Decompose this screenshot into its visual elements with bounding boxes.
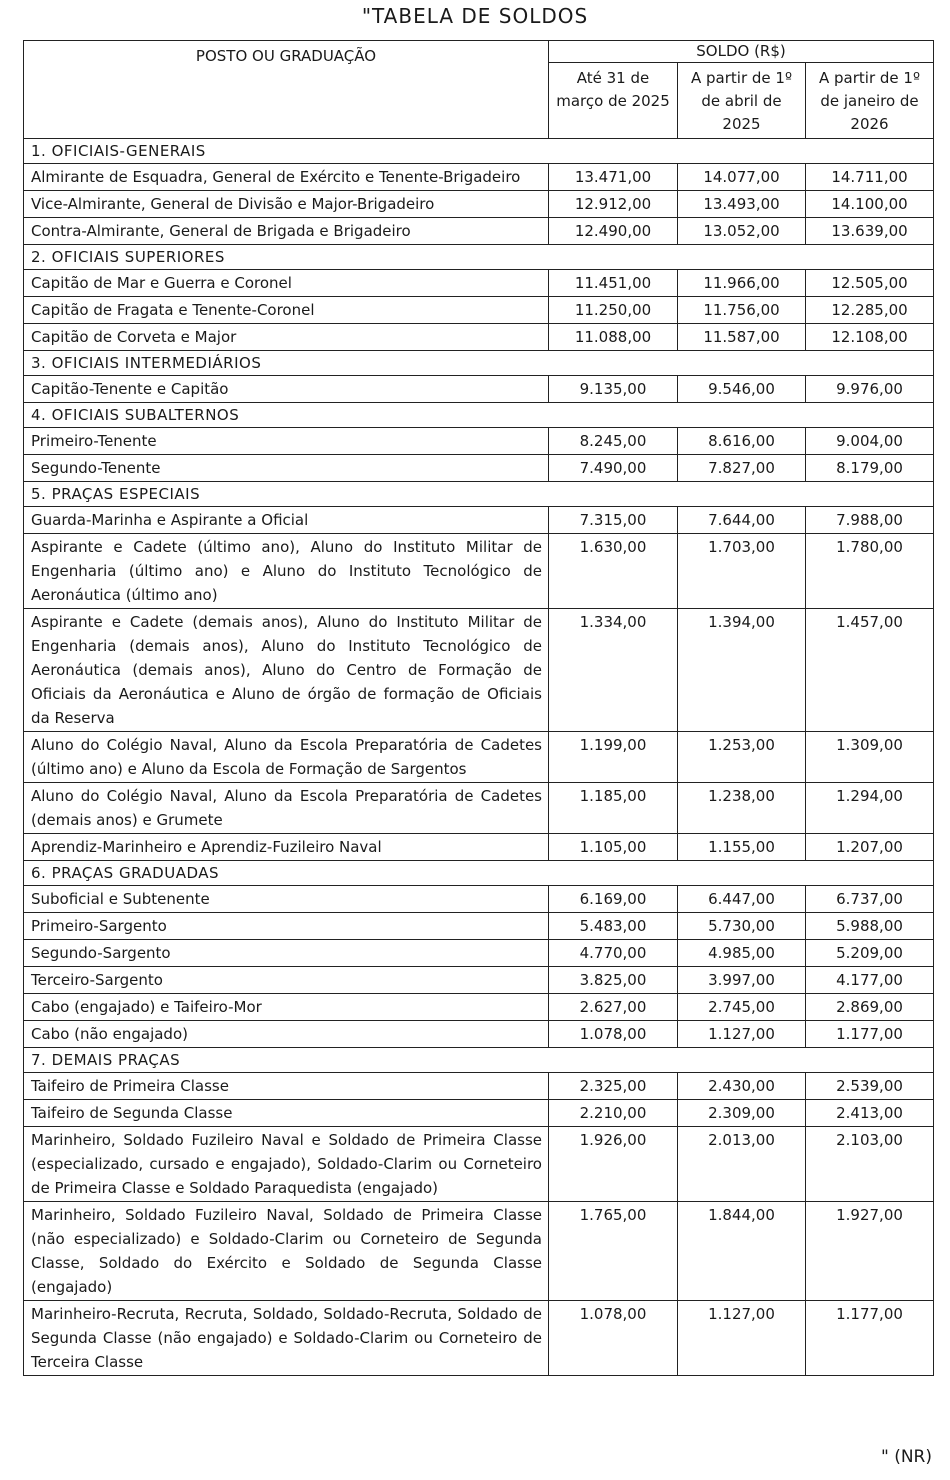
rank-label: Vice-Almirante, General de Divisão e Major-Brigadeiro [24, 191, 549, 218]
rank-label: Aspirante e Cadete (último ano), Aluno do Instituto Militar de Engenharia (último ano) e Aluno do Instituto Tecnológico de Aeronáutica (último ano) [24, 534, 549, 609]
table-row [24, 994, 934, 1021]
rank-label: Primeiro-Sargento [24, 913, 549, 940]
rank-label: Aspirante e Cadete (demais anos), Aluno do Instituto Militar de Engenharia (demais anos), Aluno do Instituto Tecnológico de Aeronáutica (demais anos), Aluno do Centro de Formação de Oficiais da Aeronáutica e Aluno de órgão de formação de Oficiais da Reserva [24, 609, 549, 732]
soldo-value-3: 5.209,00 [806, 940, 934, 967]
table-row [24, 940, 934, 967]
header-soldo: SOLDO (R$) [549, 41, 934, 63]
rank-label: Cabo (não engajado) [24, 1021, 549, 1048]
soldo-value-3: 9.004,00 [806, 428, 934, 455]
soldo-value-1: 11.451,00 [549, 270, 678, 297]
table-row [24, 164, 934, 191]
soldo-value-3: 2.413,00 [806, 1100, 934, 1127]
soldo-value-3: 1.177,00 [806, 1301, 934, 1376]
soldo-value-2: 8.616,00 [678, 428, 806, 455]
soldo-value-1: 4.770,00 [549, 940, 678, 967]
soldo-value-2: 4.985,00 [678, 940, 806, 967]
soldo-value-3: 1.927,00 [806, 1202, 934, 1301]
section-title: 7. DEMAIS PRAÇAS [24, 1048, 934, 1073]
section-title: 2. OFICIAIS SUPERIORES [24, 245, 934, 270]
rank-label: Terceiro-Sargento [24, 967, 549, 994]
table-row [24, 455, 934, 482]
soldo-value-1: 9.135,00 [549, 376, 678, 403]
rank-label: Primeiro-Tenente [24, 428, 549, 455]
soldo-value-3: 14.711,00 [806, 164, 934, 191]
rank-label: Capitão de Mar e Guerra e Coronel [24, 270, 549, 297]
rank-label: Aprendiz-Marinheiro e Aprendiz-Fuzileiro Naval [24, 834, 549, 861]
soldo-value-2: 1.394,00 [678, 609, 806, 732]
table-row [24, 913, 934, 940]
soldo-value-1: 6.169,00 [549, 886, 678, 913]
soldo-value-3: 1.177,00 [806, 1021, 934, 1048]
table-row [24, 324, 934, 351]
table-row [24, 886, 934, 913]
soldo-value-2: 1.155,00 [678, 834, 806, 861]
section-row [24, 403, 934, 428]
soldo-value-1: 1.078,00 [549, 1021, 678, 1048]
table-row [24, 507, 934, 534]
soldo-value-2: 13.052,00 [678, 218, 806, 245]
section-row [24, 861, 934, 886]
soldo-value-2: 1.127,00 [678, 1021, 806, 1048]
soldo-value-1: 1.630,00 [549, 534, 678, 609]
page-title: "TABELA DE SOLDOS [361, 4, 589, 28]
soldo-value-2: 14.077,00 [678, 164, 806, 191]
soldo-value-2: 2.430,00 [678, 1073, 806, 1100]
soldo-value-1: 1.765,00 [549, 1202, 678, 1301]
table-row [24, 783, 934, 834]
rank-label: Taifeiro de Segunda Classe [24, 1100, 549, 1127]
soldo-value-3: 1.309,00 [806, 732, 934, 783]
section-title: 1. OFICIAIS-GENERAIS [24, 139, 934, 164]
rank-label: Marinheiro-Recruta, Recruta, Soldado, Soldado-Recruta, Soldado de Segunda Classe (não engajado) e Soldado-Clarim ou Corneteiro de Terceira Classe [24, 1301, 549, 1376]
section-title: 5. PRAÇAS ESPECIAIS [24, 482, 934, 507]
rank-label: Almirante de Esquadra, General de Exército e Tenente-Brigadeiro [24, 164, 549, 191]
soldo-value-1: 1.078,00 [549, 1301, 678, 1376]
rank-label: Suboficial e Subtenente [24, 886, 549, 913]
soldo-value-2: 1.844,00 [678, 1202, 806, 1301]
soldo-value-1: 5.483,00 [549, 913, 678, 940]
soldo-value-3: 1.294,00 [806, 783, 934, 834]
section-row [24, 482, 934, 507]
soldo-value-1: 12.912,00 [549, 191, 678, 218]
soldo-value-2: 9.546,00 [678, 376, 806, 403]
section-row [24, 245, 934, 270]
table-row [24, 609, 934, 732]
section-row [24, 351, 934, 376]
soldo-value-3: 12.108,00 [806, 324, 934, 351]
soldo-value-2: 6.447,00 [678, 886, 806, 913]
table-row [24, 191, 934, 218]
soldo-value-2: 1.703,00 [678, 534, 806, 609]
soldo-value-1: 1.105,00 [549, 834, 678, 861]
soldo-value-3: 1.457,00 [806, 609, 934, 732]
soldo-value-1: 2.627,00 [549, 994, 678, 1021]
soldo-value-2: 1.238,00 [678, 783, 806, 834]
soldo-value-3: 2.103,00 [806, 1127, 934, 1202]
soldo-value-1: 1.334,00 [549, 609, 678, 732]
soldo-value-1: 1.199,00 [549, 732, 678, 783]
header-col-1: Até 31 de março de 2025 [549, 63, 678, 139]
soldo-value-2: 7.827,00 [678, 455, 806, 482]
section-row [24, 1048, 934, 1073]
rank-label: Aluno do Colégio Naval, Aluno da Escola Preparatória de Cadetes (demais anos) e Grumete [24, 783, 549, 834]
soldo-value-1: 3.825,00 [549, 967, 678, 994]
footer-nr: " (NR) [880, 1447, 932, 1467]
rank-label: Segundo-Sargento [24, 940, 549, 967]
table-row [24, 834, 934, 861]
soldo-value-3: 5.988,00 [806, 913, 934, 940]
rank-label: Capitão-Tenente e Capitão [24, 376, 549, 403]
header-col-2: A partir de 1º de abril de 2025 [678, 63, 806, 139]
soldo-value-2: 11.966,00 [678, 270, 806, 297]
soldo-value-1: 11.250,00 [549, 297, 678, 324]
rank-label: Capitão de Fragata e Tenente-Coronel [24, 297, 549, 324]
soldo-value-3: 1.207,00 [806, 834, 934, 861]
table-body [24, 139, 934, 1376]
soldo-value-2: 2.309,00 [678, 1100, 806, 1127]
table-row [24, 1073, 934, 1100]
table-row [24, 534, 934, 609]
soldo-value-2: 7.644,00 [678, 507, 806, 534]
soldo-value-2: 5.730,00 [678, 913, 806, 940]
soldo-value-3: 4.177,00 [806, 967, 934, 994]
section-title: 4. OFICIAIS SUBALTERNOS [24, 403, 934, 428]
soldo-value-3: 14.100,00 [806, 191, 934, 218]
soldo-value-1: 2.325,00 [549, 1073, 678, 1100]
rank-label: Taifeiro de Primeira Classe [24, 1073, 549, 1100]
soldo-value-1: 1.926,00 [549, 1127, 678, 1202]
soldo-value-3: 6.737,00 [806, 886, 934, 913]
soldo-value-1: 8.245,00 [549, 428, 678, 455]
rank-label: Aluno do Colégio Naval, Aluno da Escola Preparatória de Cadetes (último ano) e Aluno da Escola de Formação de Sargentos [24, 732, 549, 783]
soldo-value-3: 2.869,00 [806, 994, 934, 1021]
section-row [24, 139, 934, 164]
table-row [24, 270, 934, 297]
table-row [24, 376, 934, 403]
soldo-value-2: 11.587,00 [678, 324, 806, 351]
soldo-table [23, 40, 934, 1376]
soldo-value-3: 1.780,00 [806, 534, 934, 609]
table-row [24, 428, 934, 455]
soldo-value-1: 12.490,00 [549, 218, 678, 245]
soldo-value-3: 12.505,00 [806, 270, 934, 297]
header-posto: POSTO OU GRADUAÇÃO [24, 41, 549, 139]
soldo-value-1: 11.088,00 [549, 324, 678, 351]
soldo-value-3: 2.539,00 [806, 1073, 934, 1100]
table-row [24, 1301, 934, 1376]
soldo-value-1: 7.315,00 [549, 507, 678, 534]
soldo-value-1: 13.471,00 [549, 164, 678, 191]
section-title: 3. OFICIAIS INTERMEDIÁRIOS [24, 351, 934, 376]
table-row [24, 297, 934, 324]
table-row [24, 1100, 934, 1127]
soldo-value-1: 7.490,00 [549, 455, 678, 482]
soldo-value-2: 13.493,00 [678, 191, 806, 218]
soldo-value-1: 1.185,00 [549, 783, 678, 834]
section-title: 6. PRAÇAS GRADUADAS [24, 861, 934, 886]
table-row [24, 967, 934, 994]
table-row [24, 1127, 934, 1202]
rank-label: Capitão de Corveta e Major [24, 324, 549, 351]
soldo-value-1: 2.210,00 [549, 1100, 678, 1127]
soldo-value-2: 11.756,00 [678, 297, 806, 324]
soldo-value-2: 1.253,00 [678, 732, 806, 783]
rank-label: Segundo-Tenente [24, 455, 549, 482]
header-col-3: A partir de 1º de janeiro de 2026 [806, 63, 934, 139]
soldo-value-3: 8.179,00 [806, 455, 934, 482]
rank-label: Marinheiro, Soldado Fuzileiro Naval, Soldado de Primeira Classe (não especializado) e Soldado-Clarim ou Corneteiro de Segunda Classe, Soldado do Exército e Soldado de Segunda Classe (engajado) [24, 1202, 549, 1301]
table-row [24, 218, 934, 245]
table-row [24, 1202, 934, 1301]
soldo-value-2: 1.127,00 [678, 1301, 806, 1376]
soldo-value-2: 2.013,00 [678, 1127, 806, 1202]
rank-label: Cabo (engajado) e Taifeiro-Mor [24, 994, 549, 1021]
soldo-value-3: 13.639,00 [806, 218, 934, 245]
soldo-value-3: 9.976,00 [806, 376, 934, 403]
table-row [24, 732, 934, 783]
rank-label: Guarda-Marinha e Aspirante a Oficial [24, 507, 549, 534]
rank-label: Contra-Almirante, General de Brigada e Brigadeiro [24, 218, 549, 245]
soldo-value-2: 2.745,00 [678, 994, 806, 1021]
soldo-value-2: 3.997,00 [678, 967, 806, 994]
table-row [24, 1021, 934, 1048]
rank-label: Marinheiro, Soldado Fuzileiro Naval e Soldado de Primeira Classe (especializado, cursado e engajado), Soldado-Clarim ou Corneteiro de Primeira Classe e Soldado Paraquedista (engajado) [24, 1127, 549, 1202]
soldo-value-3: 7.988,00 [806, 507, 934, 534]
soldo-value-3: 12.285,00 [806, 297, 934, 324]
